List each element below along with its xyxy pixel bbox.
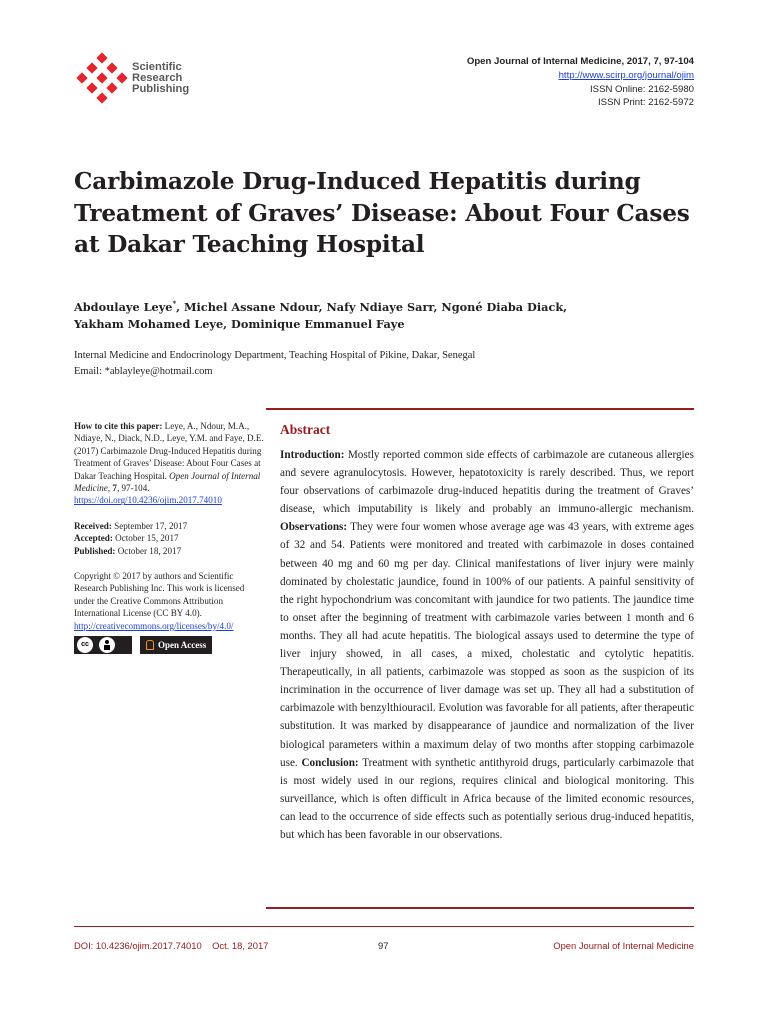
article-title: Carbimazole Drug-Induced Hepatitis during Treatment of Graves’ Disease: About Four Cases at Dakar Teaching Hospital — [74, 168, 690, 258]
author-email: Email: *ablayleye@hotmail.com — [74, 366, 213, 377]
how-to-cite: How to cite this paper: Leye, A., Ndour, M.A., Ndiaye, N., Diack, N.D., Leye, Y.M. and Faye, D.E. (2017) Carbimazole Drug-Induced Hepatitis during Treatment of Graves’ Disease: About Four Cases at Dakar Teaching Hospital. Open Journal of Internal Medicine, 7, 97-104. https://doi.org/10.4236/ojim.2017.74010 — [74, 421, 264, 506]
journal-meta — [467, 55, 694, 110]
affiliation-block — [74, 348, 714, 380]
publisher-name: Scientific Research Publishing — [132, 61, 190, 95]
abstract-heading: Abstract — [280, 422, 331, 437]
issn-print: ISSN Print: 2162-5972 — [598, 97, 694, 109]
doi-link[interactable]: https://doi.org/10.4236/ojim.2017.74010 — [74, 495, 222, 506]
article-dates: Received: September 17, 2017 Accepted: October 15, 2017 Published: October 18, 2017 — [74, 520, 188, 556]
scirp-diamond-logo-icon — [76, 52, 132, 108]
abstract-rule-bottom — [266, 907, 694, 909]
license-link[interactable]: http://creativecommons.org/licenses/by/4.0/ — [74, 620, 234, 631]
footer-rule — [74, 926, 694, 927]
abstract-rule-top — [266, 408, 694, 410]
creative-commons-icon: cc — [77, 637, 93, 653]
attribution-person-icon — [99, 637, 115, 653]
footer-doi-date: DOI: 10.4236/ojim.2017.74010 Oct. 18, 2017 — [74, 940, 269, 951]
article-authors: Abdoulaye Leye*, Michel Assane Ndour, Nafy Ndiaye Sarr, Ngoné Diaba Diack, Yakham Mohamed Leye, Dominique Emmanuel Faye — [74, 299, 568, 331]
corresponding-author-mark: * — [172, 299, 177, 309]
abstract-body: Introduction: Mostly reported common side effects of carbimazole are cutaneous allergies and severe agranulocytosis. However, hepatotoxicity is rarely described. Thus, we report four observations of carbimazole drug-induced hepatitis during the treatment of Graves’ disease, which imputability is likely and probably an immuno-allergic mechanism. Observations: They were four women whose average age was 43 years, with extreme ages of 32 and 54. Patients were monitored and treated with carbimazole in doses contained between 40 mg and 60 mg per day. Clinical manifestations of liver injury were mainly dominated by cholestatic jaundice, found in 100% of our patients. A painful sensitivity of the right hypochondrium was concomitant with jaundice for two patients. The jaundice time to onset after the beginning of treatment with carbimazole varies between 1 month and 6 months. They all had acute hepatitis. The biological assays used to determine the type of liver injury showed, in all cases, a mixed, cholestatic and cytolytic hepatitis. Therapeutically, in all patients, carbimazole was stopped as soon as the suspicion of its incrimination in the occurrence of liver damage was set up. They all had a substitution of carbimazole with benzylthiouracil. Evolution was favorable for all patients, after therapeutic substitution. It was marked by disappearance of jaundice and normalization of the liver biological parameters within a maximum delay of two months after stopping carbimazole use. Conclusion: Treatment with synthetic antithyroid drugs, particularly carbimazole that is most widely used in our regions, requires clinical and biological monitoring. This surveillance, which is often difficult in Africa because of the limited economic resources, can lead to the occurrence of side effects such as potentially serious drug-induced hepatitis, but which has been favorable in our observations. — [280, 449, 694, 841]
license-badges — [74, 636, 264, 654]
cc-by-badge[interactable] — [74, 636, 132, 654]
footer-journal-name: Open Journal of Internal Medicine — [553, 940, 694, 951]
open-access-badge[interactable]: Open Access — [140, 636, 212, 654]
affiliation: Internal Medicine and Endocrinology Department, Teaching Hospital of Pikine, Dakar, Senegal — [74, 350, 476, 361]
copyright-notice: Copyright © 2017 by authors and Scientific Research Publishing Inc. This work is licensed under the Creative Commons Attribution International License (CC BY 4.0). http://creativecommons.org/licenses/by/4.0/ cc Open Access — [74, 570, 264, 654]
issn-online: ISSN Online: 2162-5980 — [590, 83, 694, 95]
page-number: 97 — [378, 940, 389, 951]
publisher-logo — [76, 48, 206, 114]
page-footer — [74, 940, 694, 954]
article-sidebar — [74, 420, 264, 667]
journal-url-link[interactable]: http://www.scirp.org/journal/ojim — [558, 69, 694, 81]
journal-citation-line: Open Journal of Internal Medicine, 2017, 7, 97-104 — [466, 56, 694, 67]
